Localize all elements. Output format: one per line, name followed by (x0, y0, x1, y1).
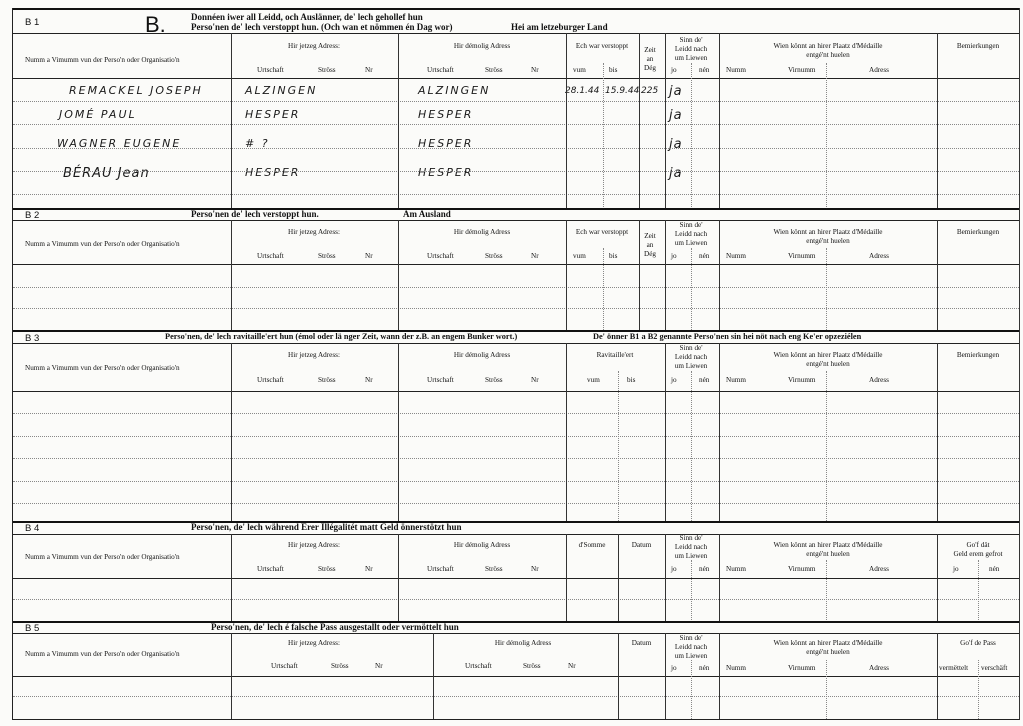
b3-medal-address-header: Adress (869, 376, 889, 384)
b5-date-header: Datum (631, 639, 652, 647)
b1-row3-former: HESPER (418, 137, 474, 150)
b1-row1-to: 15.9.44 (605, 86, 640, 96)
b1-no-header: nén (699, 66, 710, 74)
b1-time-header-2: an (646, 55, 654, 63)
section-code-b5: B 5 (25, 623, 40, 634)
b1-title-line1: Donnéen iwer all Leidd, och Auslänner, de' lech gehollef hun (191, 12, 423, 22)
b3-street-header: Ströss (318, 376, 336, 384)
b4-street-header: Ströss (318, 565, 336, 573)
b3-alive-header-2: Leidd nach (674, 353, 708, 361)
b5-alive-header-1: Sinn de' (679, 634, 703, 642)
b1-row1-from: 28.1.44 (565, 86, 600, 96)
b3-note: De' önner B1 a B2 genannte Perso'nen sin hei nöt nach eng Ke'er opzeziélen (593, 332, 862, 341)
b3-medal-first-header: Virnumm (788, 376, 816, 384)
b2-name-header: Numm a Vimumm vun der Perso'n oder Organisatio'n (25, 240, 180, 248)
b4-former-place-header: Urtschaft (427, 565, 454, 573)
b1-street-header: Ströss (318, 66, 336, 74)
b1-row4-check: ja (669, 166, 683, 181)
b1-row2-current: HESPER (245, 108, 301, 121)
b5-no-header: nén (699, 664, 710, 672)
b4-money-header-2: Geld erem gefrot (953, 550, 1003, 558)
b1-remarks-header: Bemierkungen (956, 42, 1000, 50)
b1-medal-first-header: Virnumm (788, 66, 816, 74)
b3-current-address-header: Hir jetzeg Adress: (288, 351, 340, 359)
b2-to-header: bis (609, 252, 618, 260)
b1-to-header: bis (609, 66, 618, 74)
b4-former-address-header: Hir démolig Adress (453, 541, 511, 549)
section-code-b3: B 3 (25, 333, 40, 344)
b4-alive-header-1: Sinn de' (679, 534, 703, 542)
b3-yes-header: jo (671, 376, 677, 384)
b5-current-address-header: Hir jetzeg Adress: (288, 639, 340, 647)
b1-place-header: Urtschaft (257, 66, 284, 74)
b1-time-header-3: Dég (644, 64, 656, 72)
b1-row2-name: JOMÉ PAUL (59, 108, 137, 121)
section-code-b2: B 2 (25, 210, 40, 221)
b5-nr-header: Nr (375, 662, 383, 670)
b5-former-place-header: Urtschaft (465, 662, 492, 670)
b2-current-address-header: Hir jetzeg Adress: (288, 228, 340, 236)
b2-hidden-header: Ech war verstoppt (575, 228, 629, 236)
b4-medal-header-2: entgé'nt huelen (806, 550, 850, 558)
b2-medal-name-header: Numm (726, 252, 746, 260)
b5-alive-header-3: um Liewen (674, 652, 708, 660)
b3-place-header: Urtschaft (257, 376, 284, 384)
b2-medal-header-2: entgé'nt huelen (806, 237, 850, 245)
b1-yes-header: jo (671, 66, 677, 74)
b1-row1-current: ALZINGEN (245, 84, 318, 97)
b5-former-nr-header: Nr (568, 662, 576, 670)
b5-street-header: Ströss (331, 662, 349, 670)
b4-medal-address-header: Adress (869, 565, 889, 573)
b2-alive-header-2: Leidd nach (674, 230, 708, 238)
b1-row1-days: 225 (641, 86, 659, 96)
b4-no-header: nén (699, 565, 710, 573)
b2-no-header: nén (699, 252, 710, 260)
b5-medal-header-1: Wien könnt an hirer Plaatz d'Médaille (773, 639, 883, 647)
b3-alive-header-1: Sinn de' (679, 344, 703, 352)
b2-alive-header-1: Sinn de' (679, 221, 703, 229)
b1-row1-check: ja (669, 84, 683, 99)
b3-medal-header-2: entgé'nt huelen (806, 360, 850, 368)
b5-made-header: verschäft (981, 664, 1008, 672)
b5-pass-header: Go'f de Pass (960, 639, 996, 647)
b3-former-street-header: Ströss (485, 376, 503, 384)
b4-money-header-1: Go'f dät (966, 541, 990, 549)
b1-row3-name: WAGNER EUGENE (57, 137, 182, 150)
b3-no-header: nén (699, 376, 710, 384)
b1-region: Hei am letzeburger Land (511, 22, 608, 32)
b2-remarks-header: Bemierkungen (956, 228, 1000, 236)
b1-row1-name: REMACKEL JOSEPH (69, 84, 203, 97)
b2-former-place-header: Urtschaft (427, 252, 454, 260)
b1-former-street-header: Ströss (485, 66, 503, 74)
b3-nr-header: Nr (365, 376, 373, 384)
b5-former-street-header: Ströss (523, 662, 541, 670)
b4-current-address-header: Hir jetzeg Adress: (288, 541, 340, 549)
b1-from-header: vum (573, 66, 586, 74)
b2-medal-address-header: Adress (869, 252, 889, 260)
b4-alive-header-2: Leidd nach (674, 543, 708, 551)
b3-name-header: Numm a Vimumm vun der Perso'n oder Organisatio'n (25, 364, 180, 372)
b2-region: Am Ausland (403, 209, 451, 219)
b1-current-address-header: Hir jetzeg Adress: (288, 42, 340, 50)
b4-medal-header-1: Wien könnt an hirer Plaatz d'Médaille (773, 541, 883, 549)
b1-row4-former: HESPER (418, 166, 474, 179)
b2-former-nr-header: Nr (531, 252, 539, 260)
b2-from-header: vum (573, 252, 586, 260)
b3-former-nr-header: Nr (531, 376, 539, 384)
b1-alive-header-2: Leidd nach (674, 45, 708, 53)
b1-name-header: Numm a Vimumm vun der Perso'n oder Organisatio'n (25, 56, 180, 64)
b3-former-address-header: Hir démolig Adress (453, 351, 511, 359)
b5-issued-header: vermëttelt (939, 664, 969, 672)
b1-medal-name-header: Numm (726, 66, 746, 74)
b3-remarks-header: Bemierkungen (956, 351, 1000, 359)
b3-title: Perso'nen, de' lech ravitaille'ert hun (émol oder lä nger Zeit, wann der z.B. an engem Bunker wort.) (165, 332, 518, 341)
b5-medal-first-header: Virnumm (788, 664, 816, 672)
b3-alive-header-3: um Liewen (674, 362, 708, 370)
b2-time-header-3: Dég (644, 250, 656, 258)
b1-row3-check: ja (669, 137, 683, 152)
b4-alive-header-3: um Liewen (674, 552, 708, 560)
section-code-b1: B 1 (25, 17, 40, 28)
b5-medal-address-header: Adress (869, 664, 889, 672)
b1-medal-header-1: Wien könnt an hirer Plaatz d'Médaille (773, 42, 883, 50)
b1-title-line2: Perso'nen de' lech verstoppt hun. (Och wan et nömmen én Dag wor) (191, 22, 453, 32)
b2-time-header-2: an (646, 241, 654, 249)
b1-medal-address-header: Adress (869, 66, 889, 74)
b2-alive-header-3: um Liewen (674, 239, 708, 247)
b2-medal-header-1: Wien könnt an hirer Plaatz d'Médaille (773, 228, 883, 236)
section-code-b4: B 4 (25, 523, 40, 534)
b3-from-header: vum (587, 376, 600, 384)
b5-name-header: Numm a Vimumm vun der Perso'n oder Organisatio'n (25, 650, 180, 658)
b1-row4-current: HESPER (245, 166, 301, 179)
b1-former-place-header: Urtschaft (427, 66, 454, 74)
b4-medal-first-header: Virnumm (788, 565, 816, 573)
b5-medal-header-2: entgé'nt huelen (806, 648, 850, 656)
b4-money-yes-header: jo (953, 565, 959, 573)
b4-yes-header: jo (671, 565, 677, 573)
b3-medal-name-header: Numm (726, 376, 746, 384)
b2-medal-first-header: Virnumm (788, 252, 816, 260)
b4-former-street-header: Ströss (485, 565, 503, 573)
b5-medal-name-header: Numm (726, 664, 746, 672)
b2-time-header-1: Zeit (644, 232, 656, 240)
b1-row3-current: # ? (245, 137, 270, 150)
b2-nr-header: Nr (365, 252, 373, 260)
b4-place-header: Urtschaft (257, 565, 284, 573)
b1-row1-former: ALZINGEN (418, 84, 491, 97)
b1-row2-former: HESPER (418, 108, 474, 121)
b1-time-header-1: Zeit (644, 46, 656, 54)
b4-medal-name-header: Numm (726, 565, 746, 573)
b1-nr-header: Nr (365, 66, 373, 74)
b2-street-header: Ströss (318, 252, 336, 260)
b4-name-header: Numm a Vimumm vun der Perso'n oder Organisatio'n (25, 553, 180, 561)
b3-former-place-header: Urtschaft (427, 376, 454, 384)
b1-alive-header-3: um Liewen (674, 54, 708, 62)
b4-former-nr-header: Nr (531, 565, 539, 573)
b5-former-address-header: Hir démolig Adress (494, 639, 552, 647)
b1-former-address-header: Hir démolig Adress (453, 42, 511, 50)
b4-money-no-header: nén (989, 565, 1000, 573)
b3-supplied-header: Ravitaille'ert (596, 351, 634, 359)
b1-former-nr-header: Nr (531, 66, 539, 74)
b2-yes-header: jo (671, 252, 677, 260)
b3-medal-header-1: Wien könnt an hirer Plaatz d'Médaille (773, 351, 883, 359)
b2-former-street-header: Ströss (485, 252, 503, 260)
b5-alive-header-2: Leidd nach (674, 643, 708, 651)
b4-date-header: Datum (631, 541, 652, 549)
b4-title: Perso'nen, de' lech während Erer Illégalitét matt Geld önnerstötzt hun (191, 522, 462, 532)
form-letter: B. (145, 12, 166, 37)
b3-to-header: bis (627, 376, 636, 384)
b4-nr-header: Nr (365, 565, 373, 573)
b2-former-address-header: Hir démolig Adress (453, 228, 511, 236)
resistance-form (12, 8, 1019, 720)
b1-row2-check: ja (669, 108, 683, 123)
b4-sum-header: d'Somme (578, 541, 606, 549)
b1-row4-name: BÉRAU Jean (63, 166, 150, 181)
b1-alive-header-1: Sinn de' (679, 36, 703, 44)
b5-title: Perso'nen, de' lech é falsche Pass ausgestallt oder vermöttelt hun (211, 622, 459, 632)
b5-place-header: Urtschaft (271, 662, 298, 670)
b2-place-header: Urtschaft (257, 252, 284, 260)
b2-title: Perso'nen de' lech verstoppt hun. (191, 209, 319, 219)
b5-yes-header: jo (671, 664, 677, 672)
b1-medal-header-2: entgé'nt huelen (806, 51, 850, 59)
b1-hidden-header: Ech war verstoppt (575, 42, 629, 50)
